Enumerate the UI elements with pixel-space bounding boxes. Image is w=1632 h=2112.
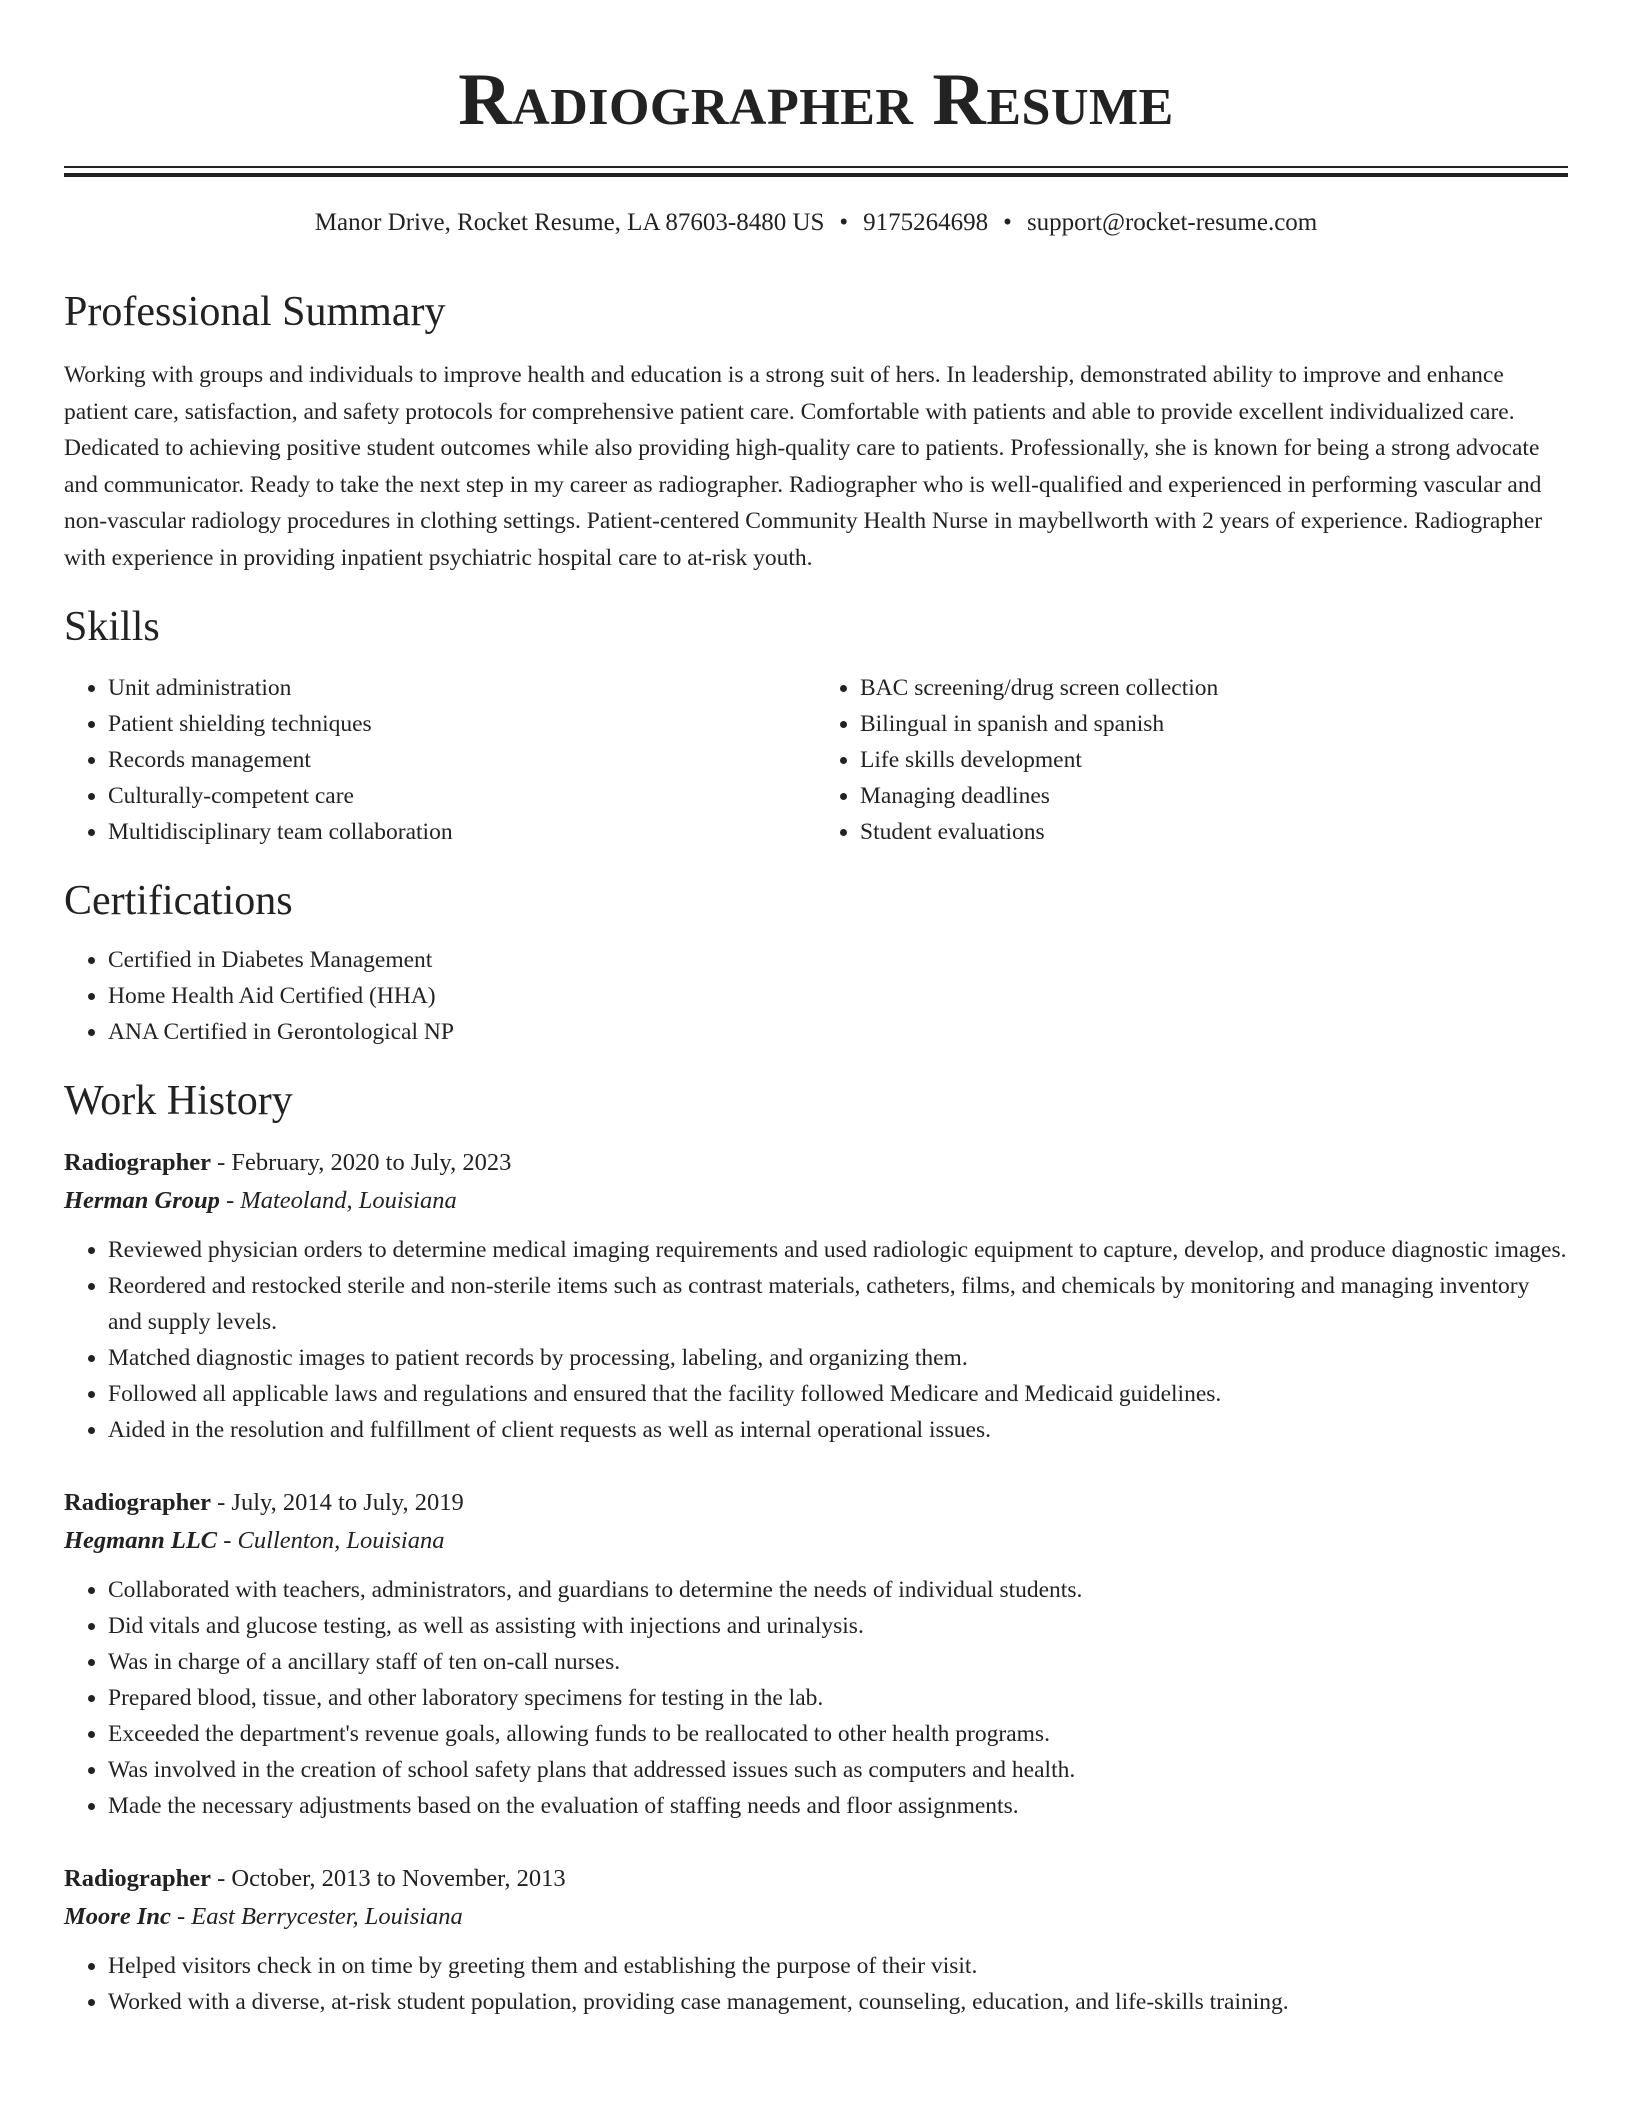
job-role: Radiographer	[64, 1489, 211, 1516]
job-bullet: • Matched diagnostic images to patient records by processing, labeling, and organizing them.	[108, 1340, 1568, 1376]
job-header	[64, 1144, 1568, 1182]
job-location: - Mateoland, Louisiana	[219, 1187, 457, 1214]
skill-item: • Records management	[108, 742, 816, 778]
job-company-line	[64, 1898, 1568, 1936]
work-history-heading: Work History	[64, 1078, 293, 1124]
job-location: - East Berrycester, Louisiana	[170, 1903, 463, 1930]
certifications-list	[64, 942, 1568, 1050]
job-company-line	[64, 1182, 1568, 1220]
job-bullet: • Was involved in the creation of school safety plans that addressed issues such as computers and health.	[108, 1752, 1568, 1788]
certification-item: • Home Health Aid Certified (HHA)	[108, 978, 1568, 1014]
job-bullet: • Was in charge of a ancillary staff of ten on-call nurses.	[108, 1644, 1568, 1680]
skills-list-right	[816, 670, 1568, 850]
certifications-heading: Certifications	[64, 878, 293, 924]
certification-item: • Certified in Diabetes Management	[108, 942, 1568, 978]
summary-text: Working with groups and individuals to improve health and education is a strong suit of hers. In leadership, demonstrated ability to improve and enhance patient care, satisfaction, and safety protocols for comprehensive patient care. Comfortable with patients and able to provide excellent individualized care. Dedicated to achieving positive student outcomes while also providing high-quality care to patients. Professionally, she is known for being a strong advocate and communicator. Ready to take the next step in my career as radiographer. Radiographer who is well-qualified and experienced in performing vascular and non-vascular radiology procedures in clothing settings. Patient-centered Community Health Nurse in maybellworth with 2 years of experience. Radiographer with experience in providing inpatient psychiatric hospital care to at-risk youth.	[64, 362, 1543, 571]
job-company: Moore Inc	[64, 1903, 171, 1930]
contact-address: Manor Drive, Rocket Resume, LA 87603-8480 US	[314, 209, 825, 236]
summary-heading: Professional Summary	[64, 289, 446, 335]
job-dates: - July, 2014 to July, 2019	[211, 1489, 464, 1516]
job-role: Radiographer	[64, 1149, 211, 1176]
job-header	[64, 1484, 1568, 1522]
contact-line	[64, 207, 1568, 239]
job-bullet: • Aided in the resolution and fulfillment of client requests as well as internal operational issues.	[108, 1412, 1568, 1448]
job-role: Radiographer	[64, 1865, 211, 1892]
contact-phone: 9175264698	[863, 209, 989, 236]
job-bullet: • Did vitals and glucose testing, as well as assisting with injections and urinalysis.	[108, 1608, 1568, 1644]
job-bullet: • Collaborated with teachers, administrators, and guardians to determine the needs of individual students.	[108, 1572, 1568, 1608]
skill-item: • Managing deadlines	[860, 778, 1568, 814]
contact-separator: •	[1003, 209, 1012, 236]
skill-item: • Student evaluations	[860, 814, 1568, 850]
title-divider	[64, 166, 1568, 177]
job-bullet: • Made the necessary adjustments based on the evaluation of staffing needs and floor assignments.	[108, 1788, 1568, 1824]
job-bullet: • Followed all applicable laws and regulations and ensured that the facility followed Medicare and Medicaid guidelines.	[108, 1376, 1568, 1412]
job-entry	[64, 1484, 1568, 1824]
job-bullets	[64, 1572, 1568, 1824]
job-company: Herman Group	[64, 1187, 220, 1214]
skill-item: • Patient shielding techniques	[108, 706, 816, 742]
job-company: Hegmann LLC	[64, 1527, 218, 1554]
job-bullet: • Exceeded the department's revenue goals, allowing funds to be reallocated to other health programs.	[108, 1716, 1568, 1752]
job-bullet: • Worked with a diverse, at-risk student population, providing case management, counseling, education, and life-skills training.	[108, 1984, 1568, 2020]
skill-item: • Multidisciplinary team collaboration	[108, 814, 816, 850]
job-header	[64, 1860, 1568, 1898]
job-bullets	[64, 1948, 1568, 2020]
job-dates: - February, 2020 to July, 2023	[211, 1149, 512, 1176]
job-entry	[64, 1144, 1568, 1448]
contact-email: support@rocket-resume.com	[1026, 209, 1318, 236]
page-title: Radiographer Resume	[458, 59, 1174, 141]
job-bullet: • Reordered and restocked sterile and non-sterile items such as contrast materials, catheters, films, and chemicals by monitoring and managing inventory and supply levels.	[108, 1268, 1568, 1340]
skill-item: • Unit administration	[108, 670, 816, 706]
skill-item: • BAC screening/drug screen collection	[860, 670, 1568, 706]
job-location: - Cullenton, Louisiana	[217, 1527, 445, 1554]
skill-item: • Life skills development	[860, 742, 1568, 778]
job-bullet: • Reviewed physician orders to determine medical imaging requirements and used radiologic equipment to capture, develop, and produce diagnostic images.	[108, 1232, 1568, 1268]
certification-item: • ANA Certified in Gerontological NP	[108, 1014, 1568, 1050]
job-dates: - October, 2013 to November, 2013	[211, 1865, 566, 1892]
skills-columns	[64, 670, 1568, 850]
job-company-line	[64, 1522, 1568, 1560]
skills-list-left	[64, 670, 816, 850]
job-bullets	[64, 1232, 1568, 1448]
skills-heading: Skills	[64, 604, 160, 650]
skill-item: • Bilingual in spanish and spanish	[860, 706, 1568, 742]
contact-separator: •	[839, 209, 849, 236]
job-bullet: • Helped visitors check in on time by greeting them and establishing the purpose of their visit.	[108, 1948, 1568, 1984]
skill-item: • Culturally-competent care	[108, 778, 816, 814]
job-entry	[64, 1860, 1568, 2020]
job-bullet: • Prepared blood, tissue, and other laboratory specimens for testing in the lab.	[108, 1680, 1568, 1716]
